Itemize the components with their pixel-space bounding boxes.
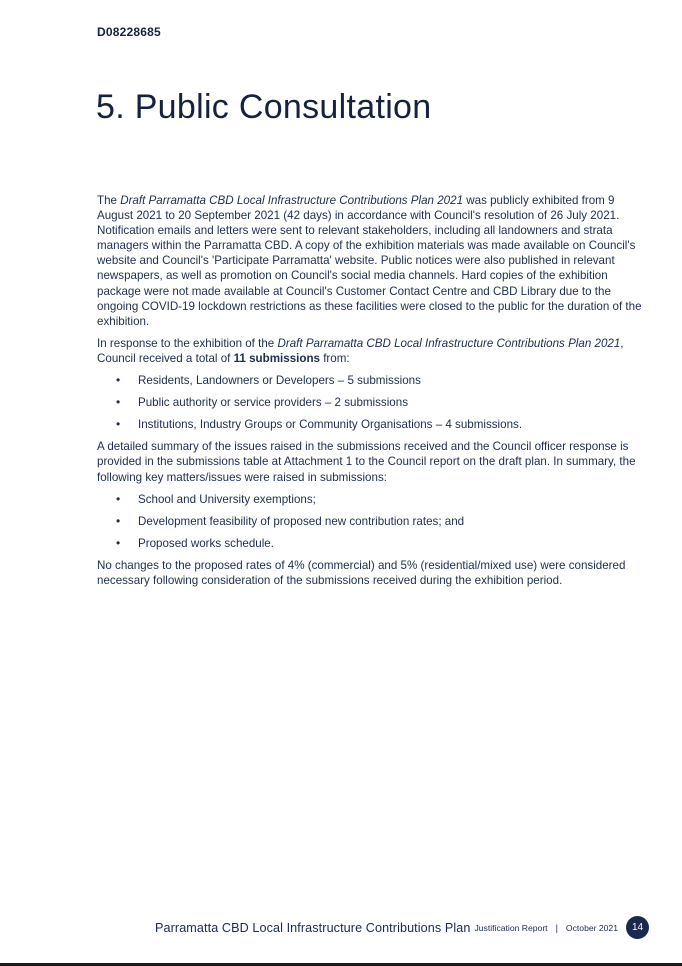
list-item: • Residents, Landowners or Developers – 5 submissions bbox=[97, 373, 642, 388]
page-footer bbox=[155, 916, 649, 939]
list-item: • Institutions, Industry Groups or Community Organisations – 4 submissions. bbox=[97, 417, 642, 432]
list-item: • School and University exemptions; bbox=[97, 492, 642, 507]
section-heading: 5. Public Consultation bbox=[96, 88, 432, 126]
list-item: • Proposed works schedule. bbox=[97, 536, 642, 551]
plan-title-italic: Draft Parramatta CBD Local Infrastructure Contributions Plan 2021 bbox=[277, 336, 621, 350]
list-item: • Public authority or service providers – 2 submissions bbox=[97, 395, 642, 410]
body-content bbox=[97, 193, 642, 595]
plan-title-italic: Draft Parramatta CBD Local Infrastructure Contributions Plan 2021 bbox=[120, 194, 464, 207]
footer-subtitle: Justification Report bbox=[474, 922, 548, 933]
page-number-badge: 14 bbox=[626, 916, 649, 939]
document-id: D08228685 bbox=[97, 25, 161, 39]
footer-title: Parramatta CBD Local Infrastructure Contributions Plan bbox=[155, 920, 471, 935]
paragraph-summary: A detailed summary of the issues raised in the submissions received and the Council officer response is provided in the submissions table at Attachment 1 to the Council report on the draft plan. In summary, the following key matters/issues were raised in submissions: bbox=[97, 440, 636, 484]
footer-separator: | bbox=[555, 922, 558, 933]
key-issues-list bbox=[97, 492, 642, 551]
footer-date: October 2021 bbox=[565, 922, 618, 933]
paragraph-exhibition: The Draft Parramatta CBD Local Infrastructure Contributions Plan 2021 was publicly exhibited from 9 August 2021 to 20 September 2021 (42 days) in accordance with Council's resolution of 26 July 2021. Notification emails and letters were sent to relevant stakeholders, including all landowners and strata managers within the Parramatta CBD. A copy of the exhibition materials was made available on Council's website and Council's 'Participate Parramatta' website. Public notices were also published in relevant newspapers, as well as promotion on Council's social media channels. Hard copies of the exhibition package were not made available at Council's Customer Contact Centre and CBD Library due to the ongoing COVID-19 lockdown restrictions as these facilities were closed to the public for the duration of the exhibition. bbox=[97, 194, 642, 328]
submission-count: 11 submissions bbox=[233, 351, 320, 365]
list-item: • Development feasibility of proposed new contribution rates; and bbox=[97, 514, 642, 529]
paragraph-submissions: In response to the exhibition of the Draft Parramatta CBD Local Infrastructure Contributions Plan 2021, Council received a total of 11 submissions from: bbox=[97, 336, 624, 365]
submission-breakdown-list bbox=[97, 373, 642, 432]
paragraph-conclusion: No changes to the proposed rates of 4% (commercial) and 5% (residential/mixed use) were considered necessary following consideration of the submissions received during the exhibition period. bbox=[97, 558, 626, 587]
